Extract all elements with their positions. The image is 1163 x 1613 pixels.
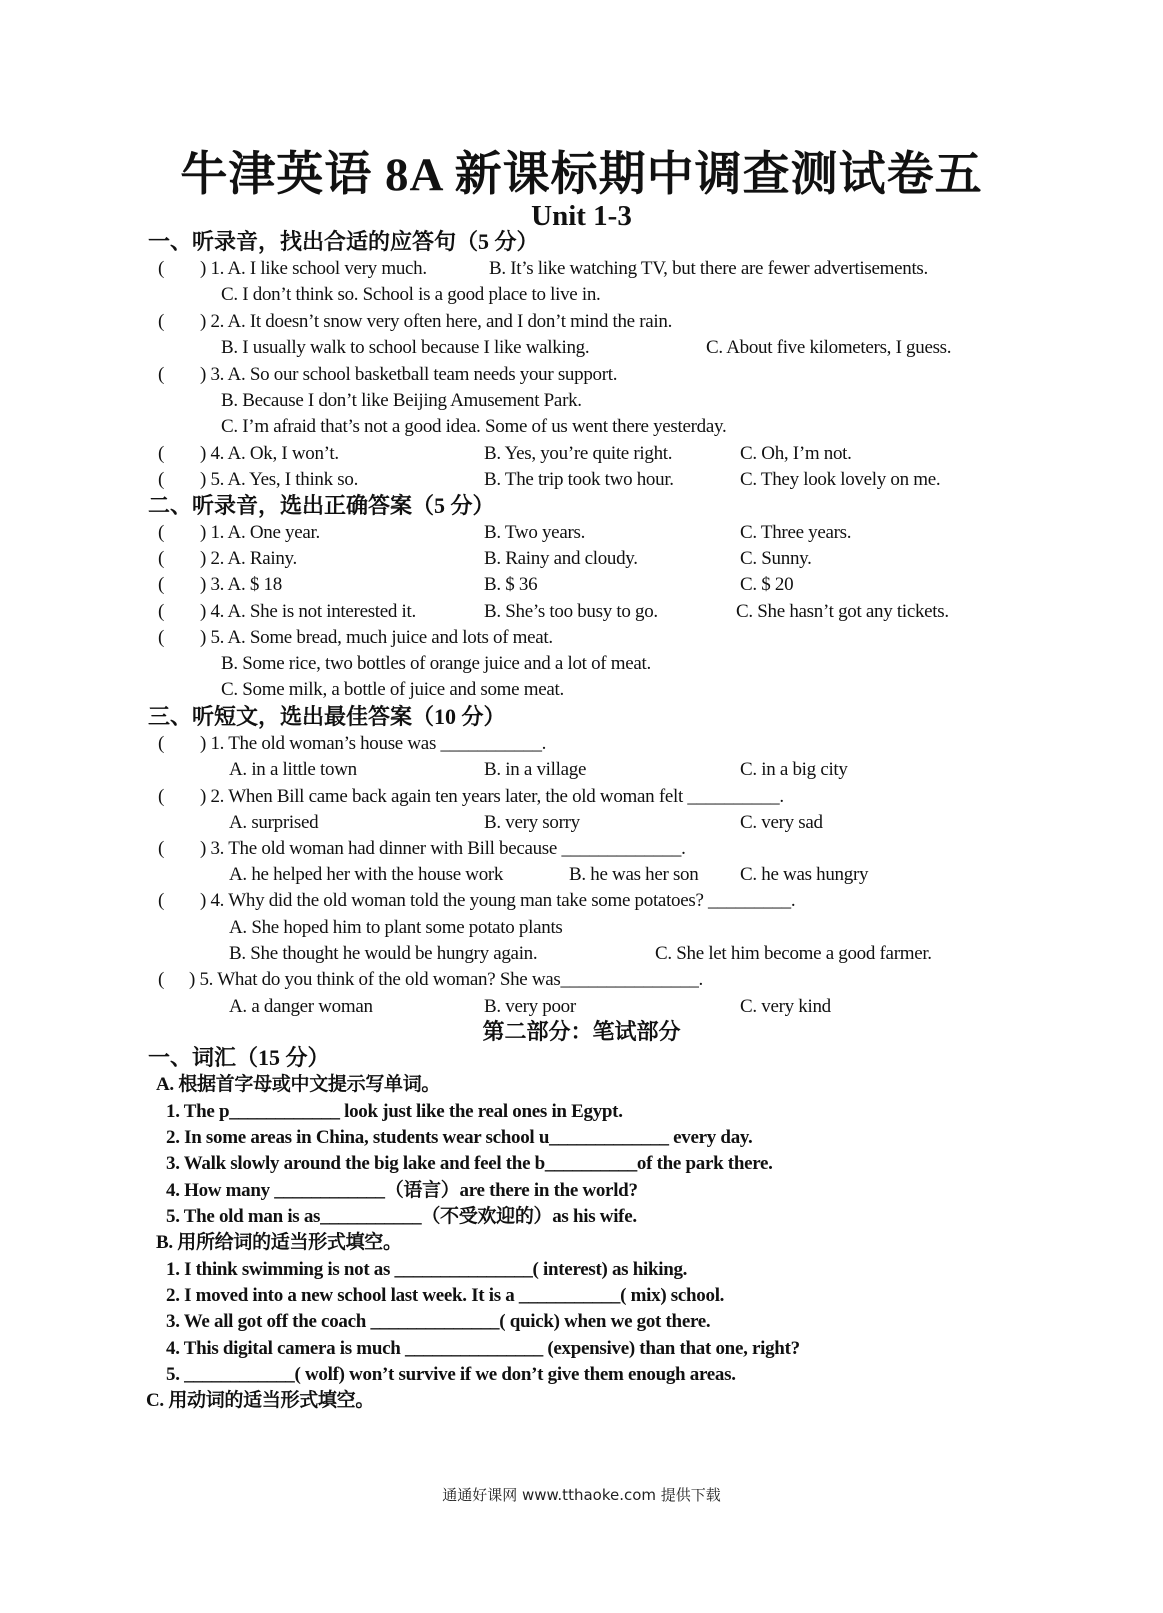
s3-q1-option-a: A. in a little town xyxy=(229,759,357,780)
part-2-heading: 第二部分：笔试部分 xyxy=(482,1019,681,1044)
s2-q5-option-a: ) 5. A. Some bread, much juice and lots of meat. xyxy=(200,627,553,648)
s3-q3-option-b: B. he was her son xyxy=(569,864,699,885)
s2-q3-option-c: C. $ 20 xyxy=(740,574,794,595)
s1-q3-option-a: ) 3. A. So our school basketball team needs your support. xyxy=(200,364,618,385)
s1-q4-option-a: ) 4. A. Ok, I won’t. xyxy=(200,443,339,464)
s2-q4-option-b: B. She’s too busy to go. xyxy=(484,601,658,622)
answer-paren: ( xyxy=(158,786,165,807)
s3-q2-option-b: B. very sorry xyxy=(484,812,580,833)
s3-q5-option-c: C. very kind xyxy=(740,996,831,1017)
answer-paren: ( xyxy=(158,733,165,754)
answer-paren: ( xyxy=(158,601,165,622)
answer-paren: ( xyxy=(158,443,165,464)
vocab-b-item-4: 4. This digital camera is much _______________ (expensive) than that one, right? xyxy=(166,1338,800,1359)
s3-q3-option-a: A. he helped her with the house work xyxy=(229,864,504,885)
vocab-b-item-1: 1. I think swimming is not as _______________( interest) as hiking. xyxy=(166,1259,688,1280)
s2-q4-option-c: C. She hasn’t got any tickets. xyxy=(736,601,949,622)
vocab-a-item-4: 4. How many ____________（语言）are there in the world? xyxy=(166,1180,638,1201)
answer-paren: ( xyxy=(158,548,165,569)
vocab-a-heading: A. 根据首字母或中文提示写单词。 xyxy=(156,1074,441,1095)
s1-q3-option-c: C. I’m afraid that’s not a good idea. Some of us went there yesterday. xyxy=(221,416,727,437)
s1-q2-option-c: C. About five kilometers, I guess. xyxy=(706,337,952,358)
answer-paren: ( xyxy=(158,364,165,385)
s3-q5-option-a: A. a danger woman xyxy=(229,996,373,1017)
s3-q1-option-b: B. in a village xyxy=(484,759,587,780)
s1-q3-option-b: B. Because I don’t like Beijing Amusement Park. xyxy=(221,390,582,411)
s1-q4-option-c: C. Oh, I’m not. xyxy=(740,443,852,464)
s2-q1-option-c: C. Three years. xyxy=(740,522,852,543)
s3-q5-option-b: B. very poor xyxy=(484,996,576,1017)
answer-paren: ( xyxy=(158,469,165,490)
s2-q2-option-c: C. Sunny. xyxy=(740,548,812,569)
vocab-b-heading: B. 用所给词的适当形式填空。 xyxy=(156,1232,402,1253)
vocab-a-item-1: 1. The p____________ look just like the real ones in Egypt. xyxy=(166,1101,623,1122)
s1-q5-option-a: ) 5. A. Yes, I think so. xyxy=(200,469,359,490)
section-2-heading: 二、听录音，选出正确答案（5 分） xyxy=(148,493,495,518)
section-1-heading: 一、听录音，找出合适的应答句（5 分） xyxy=(148,229,539,254)
s2-q2-option-b: B. Rainy and cloudy. xyxy=(484,548,638,569)
page-title: 牛津英语 8A 新课标期中调查测试卷五 xyxy=(180,149,983,201)
s1-q5-option-c: C. They look lovely on me. xyxy=(740,469,941,490)
answer-paren: ( xyxy=(158,311,165,332)
s3-q4-option-c: C. She let him become a good farmer. xyxy=(655,943,932,964)
s3-q1-option-c: C. in a big city xyxy=(740,759,848,780)
s2-q1-option-b: B. Two years. xyxy=(484,522,586,543)
s3-q4-stem: ) 4. Why did the old woman told the young man take some potatoes? _________. xyxy=(200,890,796,911)
s2-q1-option-a: ) 1. A. One year. xyxy=(200,522,320,543)
s2-q2-option-a: ) 2. A. Rainy. xyxy=(200,548,297,569)
vocab-b-item-5: 5. ____________( wolf) won’t survive if we don’t give them enough areas. xyxy=(166,1364,736,1385)
vocab-b-item-3: 3. We all got off the coach ______________( quick) when we got there. xyxy=(166,1311,711,1332)
s3-q1-stem: ) 1. The old woman’s house was ___________. xyxy=(200,733,547,754)
s1-q2-option-a: ) 2. A. It doesn’t snow very often here, and I don’t mind the rain. xyxy=(200,311,673,332)
s3-q3-option-c: C. he was hungry xyxy=(740,864,869,885)
vocab-b-item-2: 2. I moved into a new school last week. It is a ___________( mix) school. xyxy=(166,1285,725,1306)
answer-paren: ( xyxy=(158,969,165,990)
s2-q4-option-a: ) 4. A. She is not interested it. xyxy=(200,601,416,622)
s1-q1-option-c: C. I don’t think so. School is a good place to live in. xyxy=(221,284,601,305)
s1-q4-option-b: B. Yes, you’re quite right. xyxy=(484,443,673,464)
vocab-a-item-5: 5. The old man is as___________（不受欢迎的）as his wife. xyxy=(166,1206,637,1227)
s2-q5-option-c: C. Some milk, a bottle of juice and some meat. xyxy=(221,679,564,700)
s1-q1-option-a: ) 1. A. I like school very much. xyxy=(200,258,427,279)
s3-q4-option-a: A. She hoped him to plant some potato plants xyxy=(229,917,563,938)
s3-q4-option-b: B. She thought he would be hungry again. xyxy=(229,943,538,964)
answer-paren: ( xyxy=(158,838,165,859)
vocab-a-item-2: 2. In some areas in China, students wear school u_____________ every day. xyxy=(166,1127,753,1148)
answer-paren: ( xyxy=(158,890,165,911)
s1-q1-option-b: B. It’s like watching TV, but there are fewer advertisements. xyxy=(489,258,928,279)
vocab-heading: 一、词汇（15 分） xyxy=(148,1045,330,1070)
vocab-c-heading: C. 用动词的适当形式填空。 xyxy=(146,1390,375,1411)
answer-paren: ( xyxy=(158,258,165,279)
s1-q5-option-b: B. The trip took two hour. xyxy=(484,469,674,490)
s3-q2-option-a: A. surprised xyxy=(229,812,319,833)
vocab-a-item-3: 3. Walk slowly around the big lake and feel the b__________of the park there. xyxy=(166,1153,773,1174)
s2-q5-option-b: B. Some rice, two bottles of orange juice and a lot of meat. xyxy=(221,653,651,674)
s2-q3-option-b: B. $ 36 xyxy=(484,574,538,595)
answer-paren: ( xyxy=(158,522,165,543)
s1-q2-option-b: B. I usually walk to school because I like walking. xyxy=(221,337,590,358)
s2-q3-option-a: ) 3. A. $ 18 xyxy=(200,574,282,595)
s3-q2-option-c: C. very sad xyxy=(740,812,823,833)
answer-paren: ( xyxy=(158,627,165,648)
s3-q2-stem: ) 2. When Bill came back again ten years later, the old woman felt __________. xyxy=(200,786,784,807)
s3-q3-stem: ) 3. The old woman had dinner with Bill because _____________. xyxy=(200,838,686,859)
answer-paren: ( xyxy=(158,574,165,595)
page-subtitle: Unit 1-3 xyxy=(531,200,632,232)
s3-q5-stem: ) 5. What do you think of the old woman? She was_______________. xyxy=(189,969,703,990)
section-3-heading: 三、听短文，选出最佳答案（10 分） xyxy=(148,704,506,729)
page-footer: 通通好课网 www.tthaoke.com 提供下载 xyxy=(442,1486,721,1504)
